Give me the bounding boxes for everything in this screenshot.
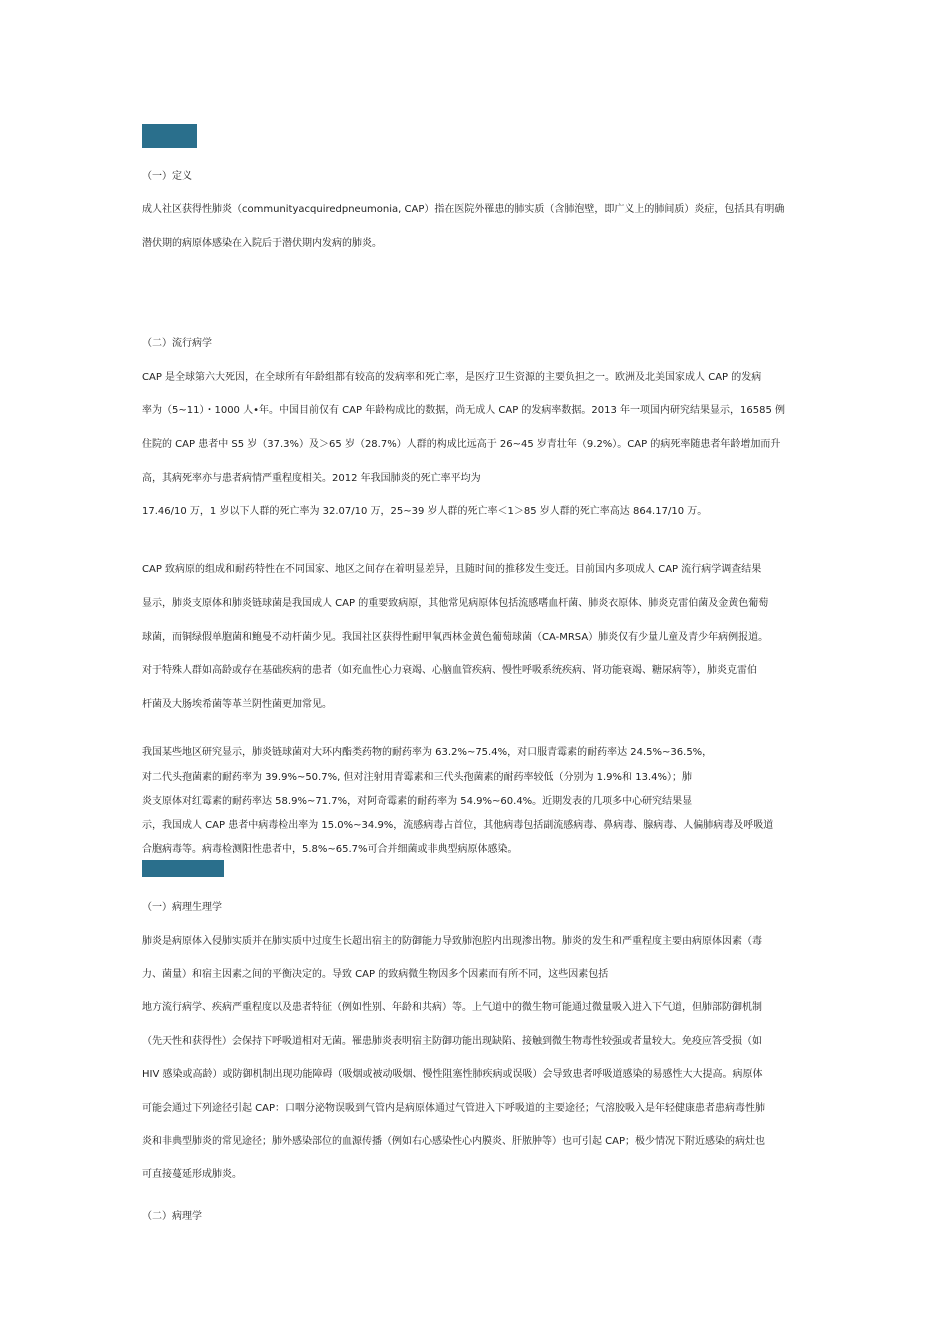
subheading-definition: （一）定义 [142, 171, 192, 182]
definition-line-2: 潜伏期的病原体感染在入院后于潜伏期内发病的肺炎。 [142, 238, 382, 249]
epi-p1-line-1: CAP 是全球第六大死因，在全球所有年龄组都有较高的发病率和死亡率，是医疗卫生资源的主要负担之一。欧洲及北美国家成人 CAP 的发病 [142, 372, 762, 383]
epi-p1-line-2: 率为（5~11）・1000 人•年。中国目前仅有 CAP 年龄构成比的数据，尚无成人 CAP 的发病率数据。2013 年一项国内研究结果显示，16585 例 [142, 405, 786, 416]
epi-p2-line-1: CAP 致病原的组成和耐药特性在不同国家、地区之间存在着明显差异，且随时间的推移发生变迁。目前国内多项成人 CAP 流行病学调查结果 [142, 564, 762, 575]
epi-p3-line-5: 合胞病毒等。病毒检测阳性患者中，5.8%~65.7%可合并细菌或非典型病原体感染。 [142, 844, 518, 855]
section-1-heading-block [142, 124, 197, 148]
epi-p2-line-5: 杆菌及大肠埃希菌等革兰阴性菌更加常见。 [142, 699, 332, 710]
epi-p3-line-3: 炎支原体对红霉素的耐药率达 58.9%~71.7%，对阿奇霉素的耐药率为 54.9%~60.4%。近期发表的几项多中心研究结果显 [142, 796, 693, 807]
epi-p1-line-5: 17.46/10 万，1 岁以下人群的死亡率为 32.07/10 万，25~39 岁人群的死亡率＜1＞85 岁人群的死亡率高达 864.17/10 万。 [142, 506, 708, 517]
patho-line-5: HIV 感染或高龄）或防御机制出现功能障碍（吸烟或被动吸烟、慢性阻塞性肺疾病或误吸）会导致患者呼吸道感染的易感性大大提高。病原体 [142, 1069, 763, 1080]
epi-p1-line-4: 高，其病死率亦与患者病情严重程度相关。2012 年我国肺炎的死亡率平均为 [142, 473, 481, 484]
subheading-pathology: （二）病理学 [142, 1211, 202, 1222]
epi-p3-line-1: 我国某些地区研究显示，肺炎链球菌对大环内酯类药物的耐药率为 63.2%~75.4%，对口服青霉素的耐药率达 24.5%~36.5%， [142, 747, 713, 758]
patho-line-7: 炎和非典型肺炎的常见途径；肺外感染部位的血源传播（例如右心感染性心内膜炎、肝脓肿等）也可引起 CAP；极少情况下附近感染的病灶也 [142, 1136, 766, 1147]
patho-line-1: 肺炎是病原体入侵肺实质并在肺实质中过度生长超出宿主的防御能力导致肺泡腔内出现渗出物。肺炎的发生和严重程度主要由病原体因素（毒 [142, 936, 762, 947]
section-2-heading-block [142, 860, 224, 877]
epi-p2-line-3: 球菌，而铜绿假单胞菌和鲍曼不动杆菌少见。我国社区获得性耐甲氧西林金黄色葡萄球菌（CA-MRSA）肺炎仅有少量儿童及青少年病例报道。 [142, 632, 769, 643]
patho-line-3: 地方流行病学、疾病严重程度以及患者特征（例如性别、年龄和共病）等。上气道中的微生物可能通过微量吸入进入下气道，但肺部防御机制 [142, 1002, 762, 1013]
subheading-epidemiology: （二）流行病学 [142, 338, 212, 349]
epi-p2-line-4: 对于特殊人群如高龄或存在基础疾病的患者（如充血性心力衰竭、心脑血管疾病、慢性呼吸系统疾病、肾功能衰竭、糖尿病等），肺炎克雷伯 [142, 665, 757, 676]
patho-line-2: 力、菌量）和宿主因素之间的平衡决定的。导致 CAP 的致病微生物因多个因素而有所不同，这些因素包括 [142, 969, 609, 980]
subheading-pathophysiology: （一）病理生理学 [142, 902, 222, 913]
epi-p2-line-2: 显示，肺炎支原体和肺炎链球菌是我国成人 CAP 的重要致病原，其他常见病原体包括流感嗜血杆菌、肺炎衣原体、肺炎克雷伯菌及金黄色葡萄 [142, 598, 769, 609]
patho-line-4: （先天性和获得性）会保持下呼吸道相对无菌。罹患肺炎表明宿主防御功能出现缺陷、接触到微生物毒性较强或者量较大。免疫应答受损（如 [142, 1036, 762, 1047]
patho-line-6: 可能会通过下列途径引起 CAP：口咽分泌物误吸到气管内是病原体通过气管进入下呼吸道的主要途径；气溶胶吸入是年轻健康患者患病毒性肺 [142, 1103, 766, 1114]
epi-p3-line-4: 示，我国成人 CAP 患者中病毒检出率为 15.0%~34.9%，流感病毒占首位，其他病毒包括副流感病毒、鼻病毒、腺病毒、人偏肺病毒及呼吸道 [142, 820, 774, 831]
patho-line-8: 可直接蔓延形成肺炎。 [142, 1169, 242, 1180]
epi-p1-line-3: 住院的 CAP 患者中 S5 岁（37.3%）及＞65 岁（28.7%）人群的构成比远高于 26~45 岁青壮年（9.2%）。CAP 的病死率随患者年龄增加而升 [142, 439, 781, 450]
definition-line-1: 成人社区获得性肺炎（communityacquiredpneumonia, CAP）指在医院外罹患的肺实质（含肺泡壁，即广义上的肺间质）炎症，包括具有明确 [142, 204, 785, 215]
epi-p3-line-2: 对二代头孢菌素的耐药率为 39.9%~50.7%, 但对注射用青霉素和三代头孢菌素的耐药率较低（分别为 1.9%和 13.4%）；肺 [142, 772, 692, 783]
